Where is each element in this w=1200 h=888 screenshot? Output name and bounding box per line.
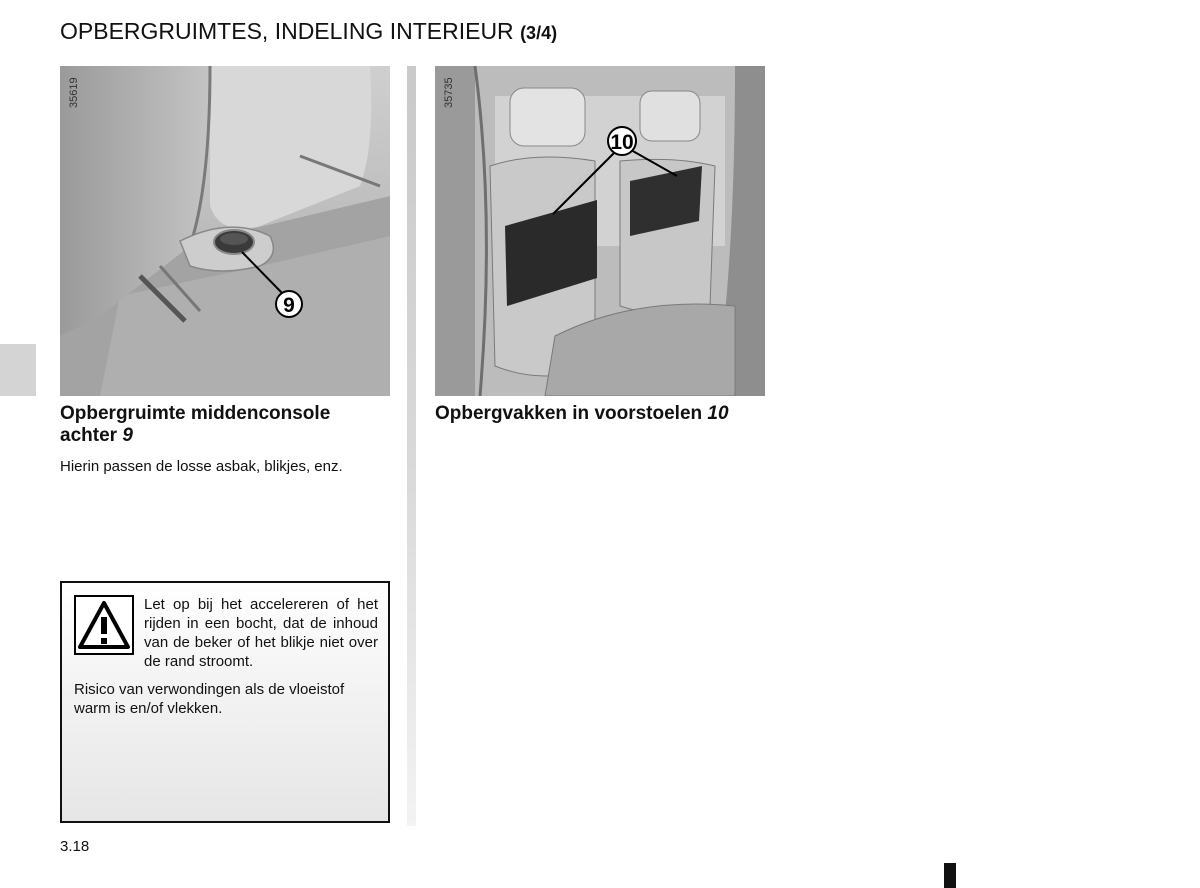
callout-10-label: 10 xyxy=(610,131,634,154)
caption-left-ref: 9 xyxy=(122,425,133,446)
caption-left xyxy=(60,403,390,447)
callout-9-label: 9 xyxy=(283,294,295,317)
warning-text-primary: Let op bij het accelereren of het rijden in een bocht, dat de inhoud van de beker of het blikje niet over de rand stroomt. xyxy=(144,596,378,670)
corner-mark xyxy=(944,863,956,888)
photo-seat-pockets-drawing xyxy=(435,66,765,396)
warning-triangle-icon xyxy=(74,595,130,651)
page-title xyxy=(60,18,557,45)
caption-right-ref: 10 xyxy=(707,403,729,424)
warning-text-secondary: Risico van verwondingen als de vloeistof warm is en/of vlekken. xyxy=(74,681,345,717)
warning-box xyxy=(60,581,390,823)
image-code-left: 35619 xyxy=(68,77,80,108)
page-number: 3.18 xyxy=(60,838,90,855)
photo-rear-console xyxy=(60,66,390,396)
page-title-part: (3/4) xyxy=(520,23,558,43)
chapter-tab xyxy=(0,344,36,396)
body-text-left: Hierin passen de losse asbak, blikjes, enz. xyxy=(60,458,343,475)
column-divider xyxy=(407,66,416,826)
page-title-main: OPBERGRUIMTES, INDELING INTERIEUR xyxy=(60,18,514,44)
caption-right xyxy=(435,403,775,425)
caption-left-text: Opbergruimte middenconsole achter xyxy=(60,403,331,446)
photo-rear-console-drawing xyxy=(60,66,390,396)
image-code-right: 35735 xyxy=(443,77,455,108)
photo-seat-pockets xyxy=(435,66,765,396)
caption-right-text: Opbergvakken in voorstoelen xyxy=(435,403,703,424)
